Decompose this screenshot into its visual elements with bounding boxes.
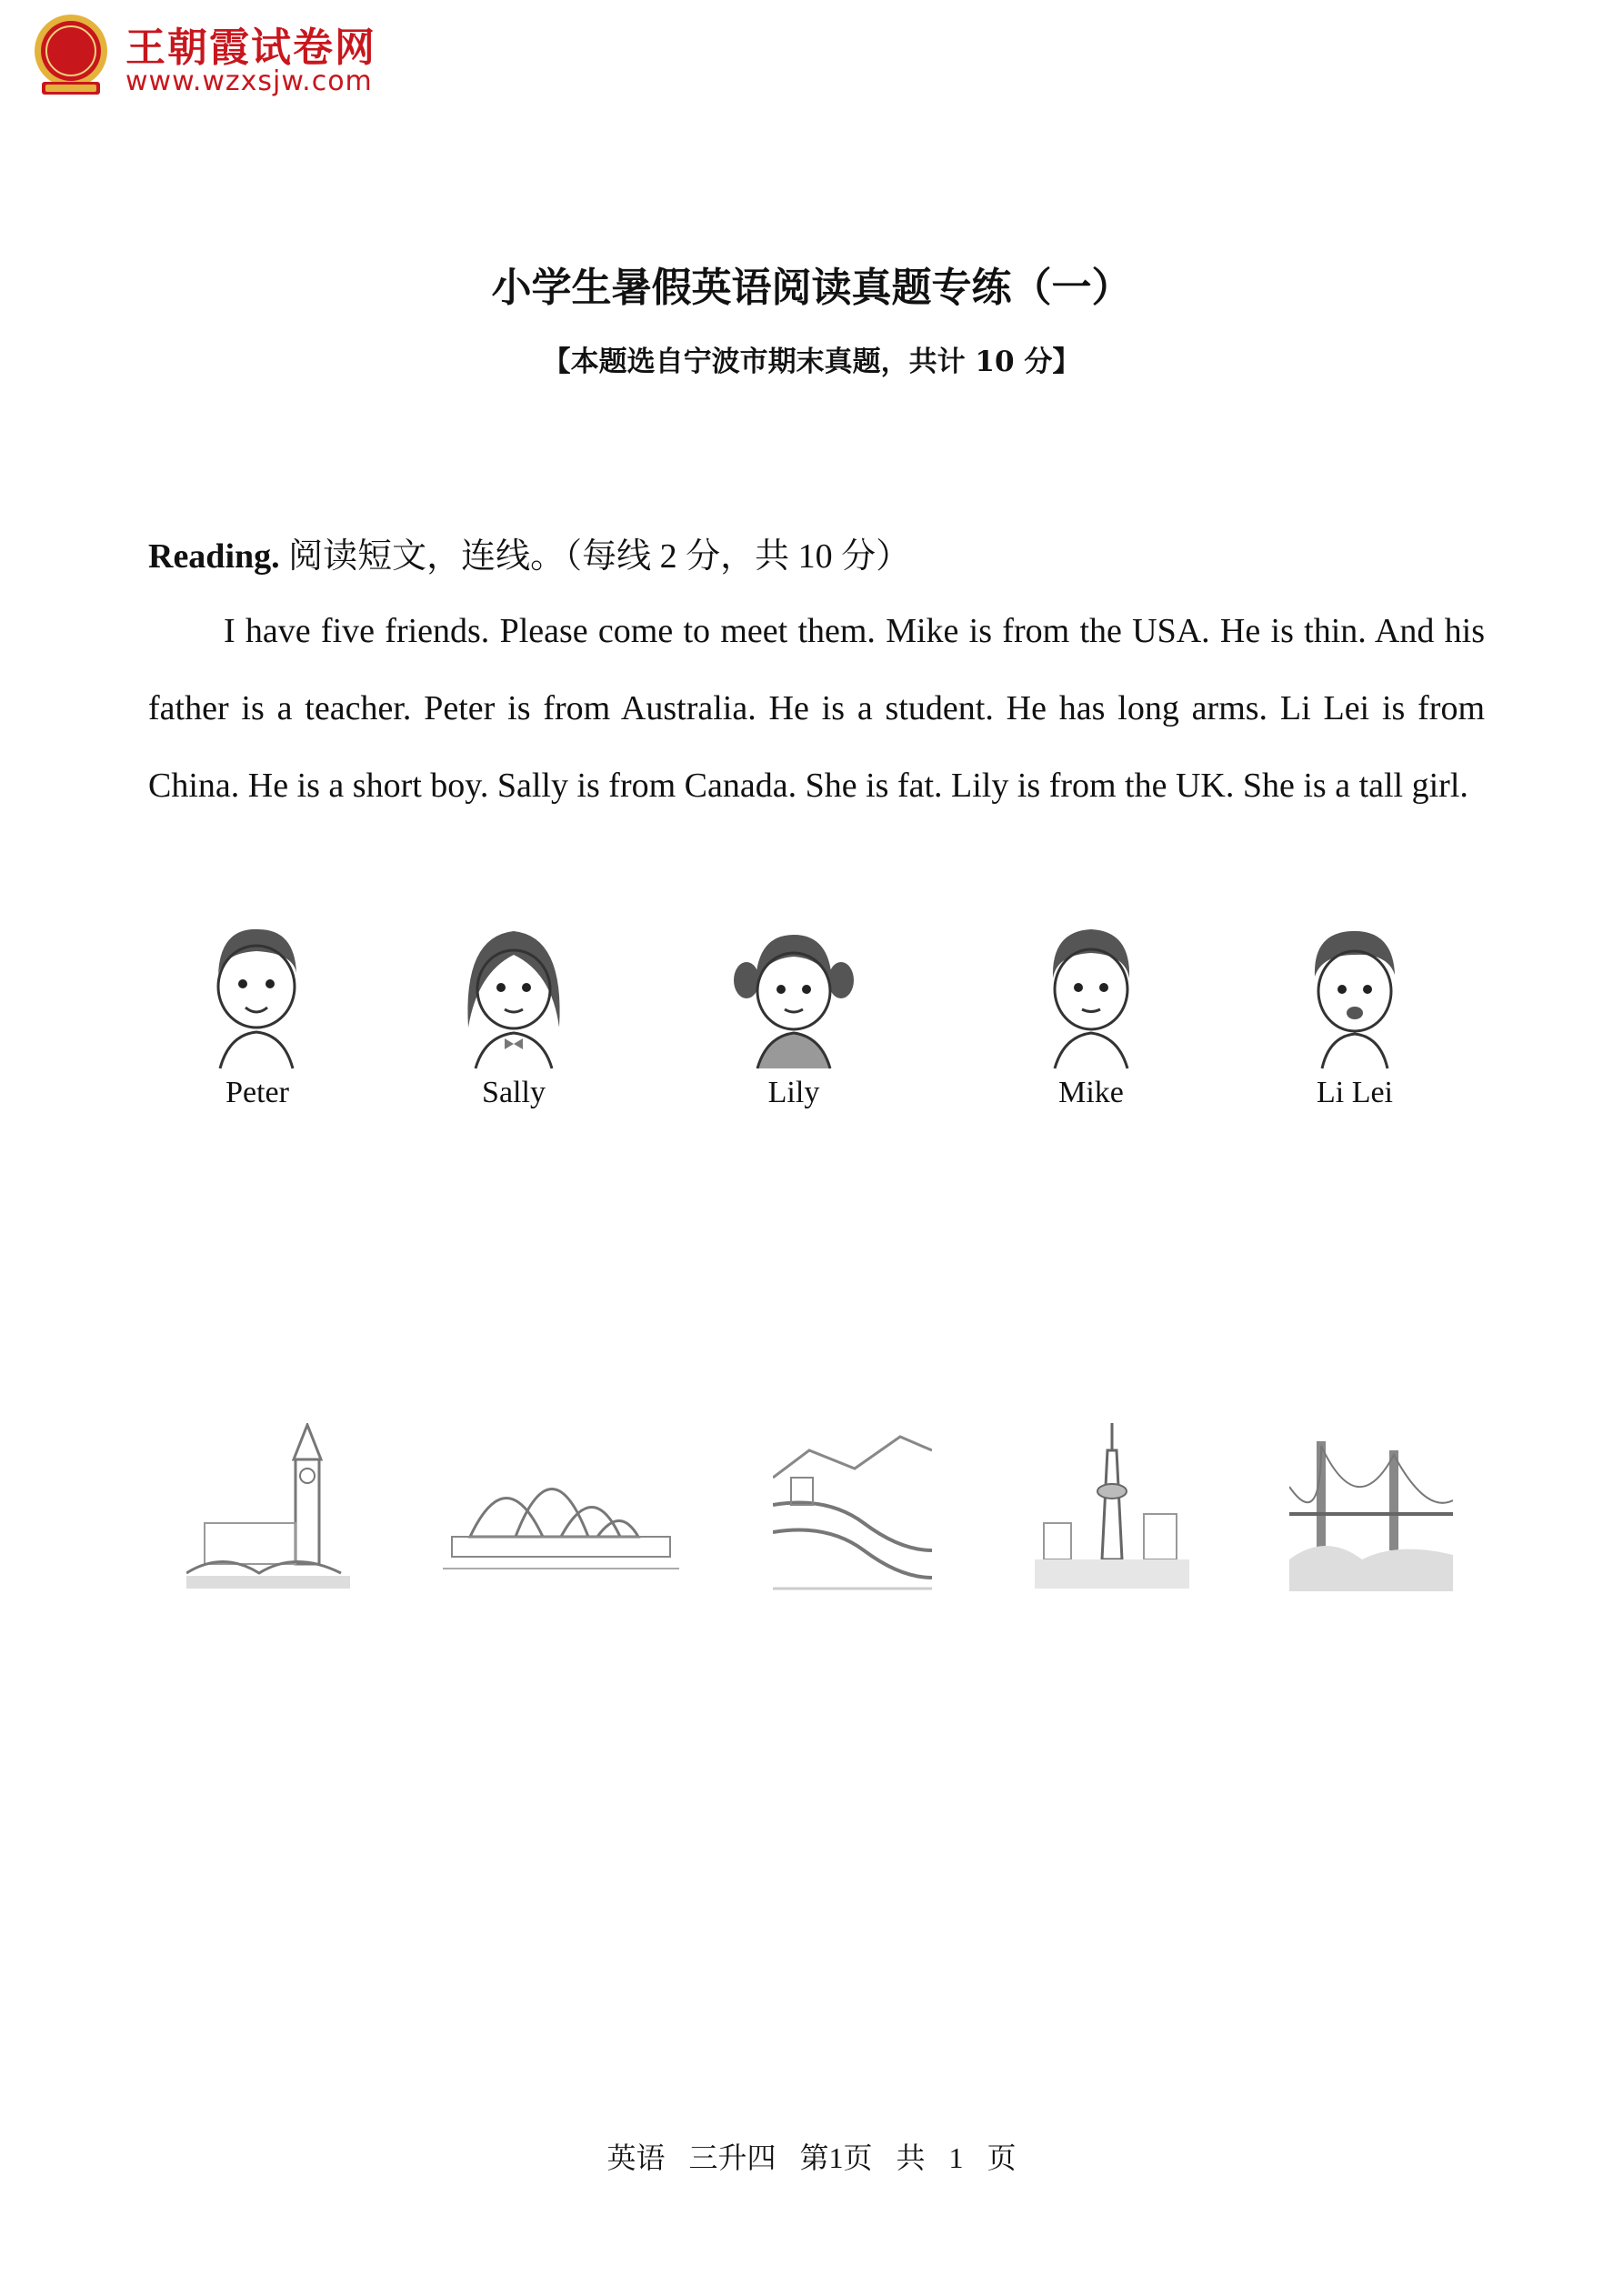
lily-picture xyxy=(730,918,857,1073)
instruction-text: 阅读短文，连线。（每线 2 分，共 10 分） xyxy=(288,537,911,576)
page-subtitle: 【本题选自宁波市期末真题，共计 10 分】 xyxy=(542,346,1081,378)
brand-name: 王朝霞试卷网 xyxy=(125,25,376,71)
kid-name-peter: Peter xyxy=(225,1076,289,1109)
big-ben-icon xyxy=(186,1423,350,1591)
seal-logo-icon xyxy=(25,9,116,100)
kid-name-lily: Lily xyxy=(767,1076,820,1109)
landmark-china xyxy=(773,1423,932,1591)
brand-url[interactable]: www.wzxsjw.com xyxy=(125,65,373,97)
golden-gate-bridge-icon xyxy=(1289,1423,1453,1591)
cn-tower-icon xyxy=(1035,1423,1189,1591)
landmark-australia xyxy=(443,1423,679,1591)
question-instruction xyxy=(148,527,910,577)
landmark-uk xyxy=(186,1423,350,1591)
kid-name-li-lei: Li Lei xyxy=(1316,1076,1394,1109)
great-wall-icon xyxy=(773,1423,932,1591)
li-lei-picture xyxy=(1291,918,1418,1073)
site-logo xyxy=(25,9,407,109)
boy-face-icon xyxy=(193,918,320,1073)
kid-name-sally: Sally xyxy=(482,1076,546,1109)
boy-face-icon xyxy=(1291,918,1418,1073)
page-footer: 英语 三升四 第1页 共 1 页 xyxy=(606,2141,1017,2174)
girl-face-icon xyxy=(450,918,577,1073)
mike-picture xyxy=(1027,918,1155,1073)
landmark-usa xyxy=(1289,1423,1453,1591)
girl-pigtails-face-icon xyxy=(730,918,857,1073)
sally-picture xyxy=(450,918,577,1073)
sydney-opera-house-icon xyxy=(443,1423,679,1591)
instruction-label: Reading. xyxy=(148,537,280,576)
landmark-canada xyxy=(1035,1423,1189,1591)
peter-picture xyxy=(193,918,320,1073)
kid-name-mike: Mike xyxy=(1058,1076,1124,1109)
reading-passage: I have five friends. Please come to meet them. Mike is from the USA. He is thin. And his father is a teacher. Peter is from Australia. He is a student. He has long arms. Li Lei is from China. He is a short boy. Sally is from Canada. She is fat. Lily is from the UK. She is a tall girl. xyxy=(148,612,1485,805)
boy-face-icon xyxy=(1027,918,1155,1073)
page-title: 小学生暑假英语阅读真题专练（一） xyxy=(491,265,1132,311)
